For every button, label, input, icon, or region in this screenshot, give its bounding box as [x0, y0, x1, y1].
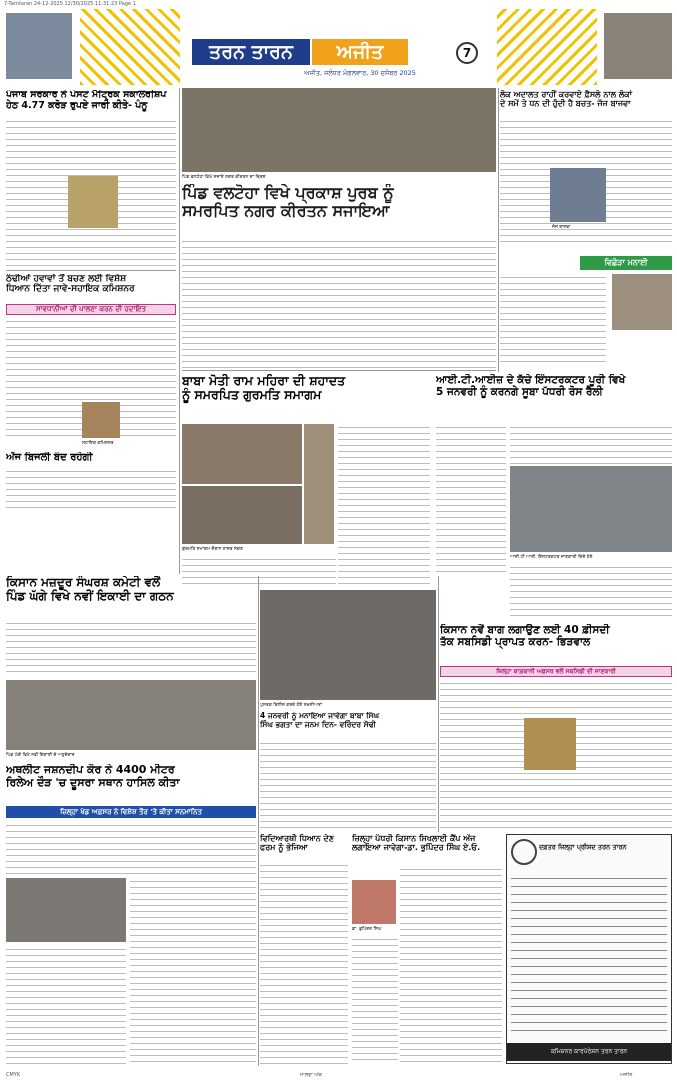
story-5-headline: ਬਾਬਾ ਮੋਤੀ ਰਾਮ ਮਹਿਰਾ ਦੀ ਸ਼ਹਾਦਤ ਨੂੰ ਸਮਰਪਿਤ ਗੁਰਮਤਿ ਸਮਾਗਮ	[182, 374, 346, 403]
story-10-portrait	[524, 718, 576, 770]
story-8-caption: ਪਿੰਡ ਘੱਗੇ ਵਿਖੇ ਨਵੀਂ ਇਕਾਈ ਦੇ ਅਹੁਦੇਦਾਰ	[6, 753, 75, 758]
page-number: 7	[456, 42, 478, 64]
column-rule	[498, 88, 499, 372]
masthead-pattern-left	[80, 9, 180, 85]
ad-footer: ਕਮਿਸ਼ਨਰ ਕਾਰਪੋਰੇਸ਼ਨ ਤਰਨ ਤਾਰਨ	[507, 1043, 671, 1061]
ad-emblem-icon	[511, 839, 537, 865]
column-rule	[179, 88, 180, 574]
story-2-headline: ਪਿੰਡ ਵਲਟੋਹਾ ਵਿਖੇ ਪ੍ਰਕਾਸ਼ ਪੁਰਬ ਨੂੰ ਸਮਰਪਿਤ ਨਗਰ ਕੀਰਤਨ ਸਜਾਇਆ	[182, 184, 394, 221]
story-11-banner: ਜ਼ਿਲ੍ਹਾ ਖੇਡ ਅਫ਼ਸਰ ਨੇ ਵਿਸ਼ੇਸ਼ ਤੌਰ 'ਤੇ ਕੀਤਾ ਸਨਮਾਨਿਤ	[6, 806, 256, 818]
masthead-photo-left	[6, 13, 72, 79]
divider	[6, 270, 176, 271]
story-8-headline: ਕਿਸਾਨ ਮਜ਼ਦੂਰ ਸੰਘਰਸ਼ ਕਮੇਟੀ ਵਲੋਂ ਪਿੰਡ ਘੱਗੇ ਵਿਖੇ ਨਵੀਂ ਇਕਾਈ ਦਾ ਗਠਨ	[6, 576, 174, 603]
obituary-photo	[612, 274, 672, 330]
story-11-text	[6, 822, 256, 874]
story-5-text	[338, 424, 430, 584]
story-4-caption: ਸਹਾਇਕ ਕਮਿਸ਼ਨਰ	[82, 441, 114, 446]
story-9-text	[260, 740, 436, 830]
column-rule	[438, 576, 439, 832]
story-4-headline: ਠੰਢੀਆਂ ਹਵਾਵਾਂ ਤੋਂ ਬਚਣ ਲਈ ਵਿਸ਼ੇਸ਼ ਧਿਆਨ ਦਿੱਤਾ ਜਾਵੇ-ਸਹਾਇਕ ਕਮਿਸ਼ਨਰ	[6, 274, 135, 295]
story-6-text-3	[510, 564, 672, 620]
ad-table	[511, 871, 667, 1031]
government-ad	[506, 834, 672, 1064]
print-meta-bottom-center: ਮਾਲਵਾ ਅੰਕ	[300, 1072, 322, 1078]
story-6-caption: ਆਈ.ਟੀ.ਆਈ. ਇੰਸਟਰਕਟਰ ਜਾਣਕਾਰੀ ਦਿੰਦੇ ਹੋਏ	[510, 555, 593, 560]
story-12-text	[400, 866, 502, 1064]
story-7-headline: ਅੱਜ ਬਿਜਲੀ ਬੰਦ ਰਹੇਗੀ	[6, 452, 93, 463]
print-meta-top: 7-Tarntaran 24-12-2025 12/30/2025 11:31:23 Page 1	[4, 1, 136, 7]
story-6-photo	[510, 466, 672, 552]
print-meta-bottom-left: CMYK	[6, 1072, 21, 1078]
column-rule	[258, 576, 259, 1066]
story-5-photo-3	[304, 424, 334, 544]
story-8-text	[6, 620, 256, 676]
story-12-caption: ਡਾ. ਭੁਪਿੰਦਰ ਸਿੰਘ	[352, 927, 382, 932]
obituary-text	[500, 274, 606, 366]
story-11-text-2	[130, 878, 256, 1064]
story-1-portrait	[68, 176, 118, 228]
story-1-headline: ਪੰਜਾਬ ਸਰਕਾਰ ਨੇ ਪੋਸਟ ਮੈਟ੍ਰਿਕ ਸਕਾਲਰਸ਼ਿਪ ਹੇਠ 4.77 ਕਰੋੜ ਰੁਪਏ ਜਾਰੀ ਕੀਤੇ- ਪੰਨੂ	[6, 90, 167, 111]
story-5-photo-2	[182, 486, 302, 544]
masthead-photo-right	[604, 13, 672, 79]
story-11-headline: ਅਥਲੀਟ ਜਸ਼ਨਦੀਪ ਕੌਰ ਨੇ 4400 ਮੀਟਰ ਰਿਲੇਅ ਦੌੜ 'ਚ ਦੂਸਰਾ ਸਥਾਨ ਹਾਸਿਲ ਕੀਤਾ	[6, 764, 180, 789]
story-7-text	[6, 468, 176, 508]
story-10-banner: ਜ਼ਿਲ੍ਹਾ ਬਾਗ਼ਬਾਨੀ ਅਫ਼ਸਰ ਵਲੋਂ ਸਬਸਿਡੀ ਦੀ ਜਾਣਕਾਰੀ	[440, 666, 672, 677]
story-9-caption: ਪੁਸਤਕ ਰਿਲੀਜ਼ ਕਰਦੇ ਹੋਏ ਸ਼ਖ਼ਸੀਅਤਾਂ	[260, 703, 322, 708]
story-2-text	[182, 238, 496, 368]
masthead-date: ਅਜੀਤ, ਜਲੰਧਰ ਮੰਗਲਵਾਰ, 30 ਦਸੰਬਰ 2025	[304, 69, 416, 77]
story-13-headline: ਵਿਦਿਆਰਥੀ ਧਿਆਨ ਦੇਣ ਫਰਮ ਨੂੰ ਭੇਜਿਆ	[260, 834, 334, 853]
masthead-logo-right: ਅਜੀਤ	[312, 39, 408, 65]
story-12-portrait	[352, 880, 396, 924]
story-6-headline: ਆਈ.ਟੀ.ਆਈਜ਼ ਦੇ ਕੱਚੇ ਇੰਸਟਰਕਟਰ ਪੂਰੀ ਵਿਖੇ 5 ਜਨਵਰੀ ਨੂੰ ਕਰਨਗੇ ਸੂਬਾ ਪੱਧਰੀ ਰੋਸ ਰੈਲੀ	[436, 374, 626, 399]
divider	[182, 370, 496, 371]
story-3-caption: ਜੱਜ ਬਾਜਵਾ	[552, 225, 571, 230]
story-8-photo	[6, 680, 256, 750]
story-10-headline: ਕਿਸਾਨ ਨਵੇਂ ਬਾਗ ਲਗਾਉਣ ਲਈ 40 ਫ਼ੀਸਦੀ ਤੱਕ ਸਬਸਿਡੀ ਪ੍ਰਾਪਤ ਕਰਨ- ਭਿੜਵਾਲ	[440, 624, 610, 649]
story-9-photo	[260, 590, 436, 700]
story-2-photo	[182, 88, 496, 172]
story-3-banner: ਵਿਛੋੜਾ ਮਨਾਈ	[580, 256, 672, 270]
story-6-text	[436, 424, 506, 576]
story-12-text-2	[352, 936, 398, 1064]
story-6-text-2	[510, 424, 672, 464]
story-2-caption: ਪਿੰਡ ਵਲਟੋਹਾ ਵਿਖੇ ਸਜਾਏ ਨਗਰ ਕੀਰਤਨ ਦਾ ਦ੍ਰਿਸ਼	[182, 175, 266, 180]
masthead-logo-left: ਤਰਨ ਤਾਰਨ	[192, 39, 310, 65]
story-11-text-3	[6, 946, 126, 1064]
story-13-text	[260, 862, 348, 1064]
story-3-portrait	[550, 168, 606, 222]
print-meta-bottom-right: ਅਜੀਤ	[620, 1072, 633, 1078]
story-3-headline: ਲੋਕ ਅਦਾਲਤ ਰਾਹੀਂ ਕਰਵਾਏ ਫ਼ੈਸਲੇ ਨਾਲ ਲੋਕਾਂ ਦੇ ਸਮੇਂ ਤੇ ਧਨ ਦੀ ਹੁੰਦੀ ਹੈ ਬਚਤ- ਜੱਜ ਬਾਜਵਾ	[500, 90, 632, 109]
ad-title: ਦਫ਼ਤਰ ਜ਼ਿਲ੍ਹਾ ਪ੍ਰੀਸ਼ਦ ਤਰਨ ਤਾਰਨ	[539, 843, 627, 851]
story-5-caption: ਗੁਰਮਤਿ ਸਮਾਗਮ ਦੌਰਾਨ ਹਾਜ਼ਰ ਸੰਗਤ	[182, 547, 243, 552]
story-9-headline: 4 ਜਨਵਰੀ ਨੂੰ ਮਨਾਇਆ ਜਾਵੇਗਾ ਬਾਬਾ ਸਿੰਘ ਸਿੰਘ ਭਗਤਾ ਦਾ ਜਨਮ ਦਿਨ- ਵਰਿੰਦਰ ਸੋਢੀ	[260, 712, 380, 729]
story-12-headline: ਜ਼ਿਲ੍ਹਾ ਪੱਧਰੀ ਕਿਸਾਨ ਸਿਖਲਾਈ ਕੈਂਪ ਅੱਜ ਲਗਾਇਆ ਜਾਵੇਗਾ-ਡਾ. ਭੁਪਿੰਦਰ ਸਿੰਘ ਏ.ਓ.	[352, 834, 481, 853]
story-4-portrait	[82, 402, 120, 438]
masthead	[0, 9, 677, 86]
story-11-photo	[6, 878, 126, 942]
story-4-banner: ਸਾਵਧਾਨੀਆਂ ਦੀ ਪਾਲਣਾ ਕਰਨ ਦੀ ਹਦਾਇਤ	[6, 304, 176, 315]
masthead-pattern-right	[497, 9, 597, 85]
story-5-photo-1	[182, 424, 302, 484]
